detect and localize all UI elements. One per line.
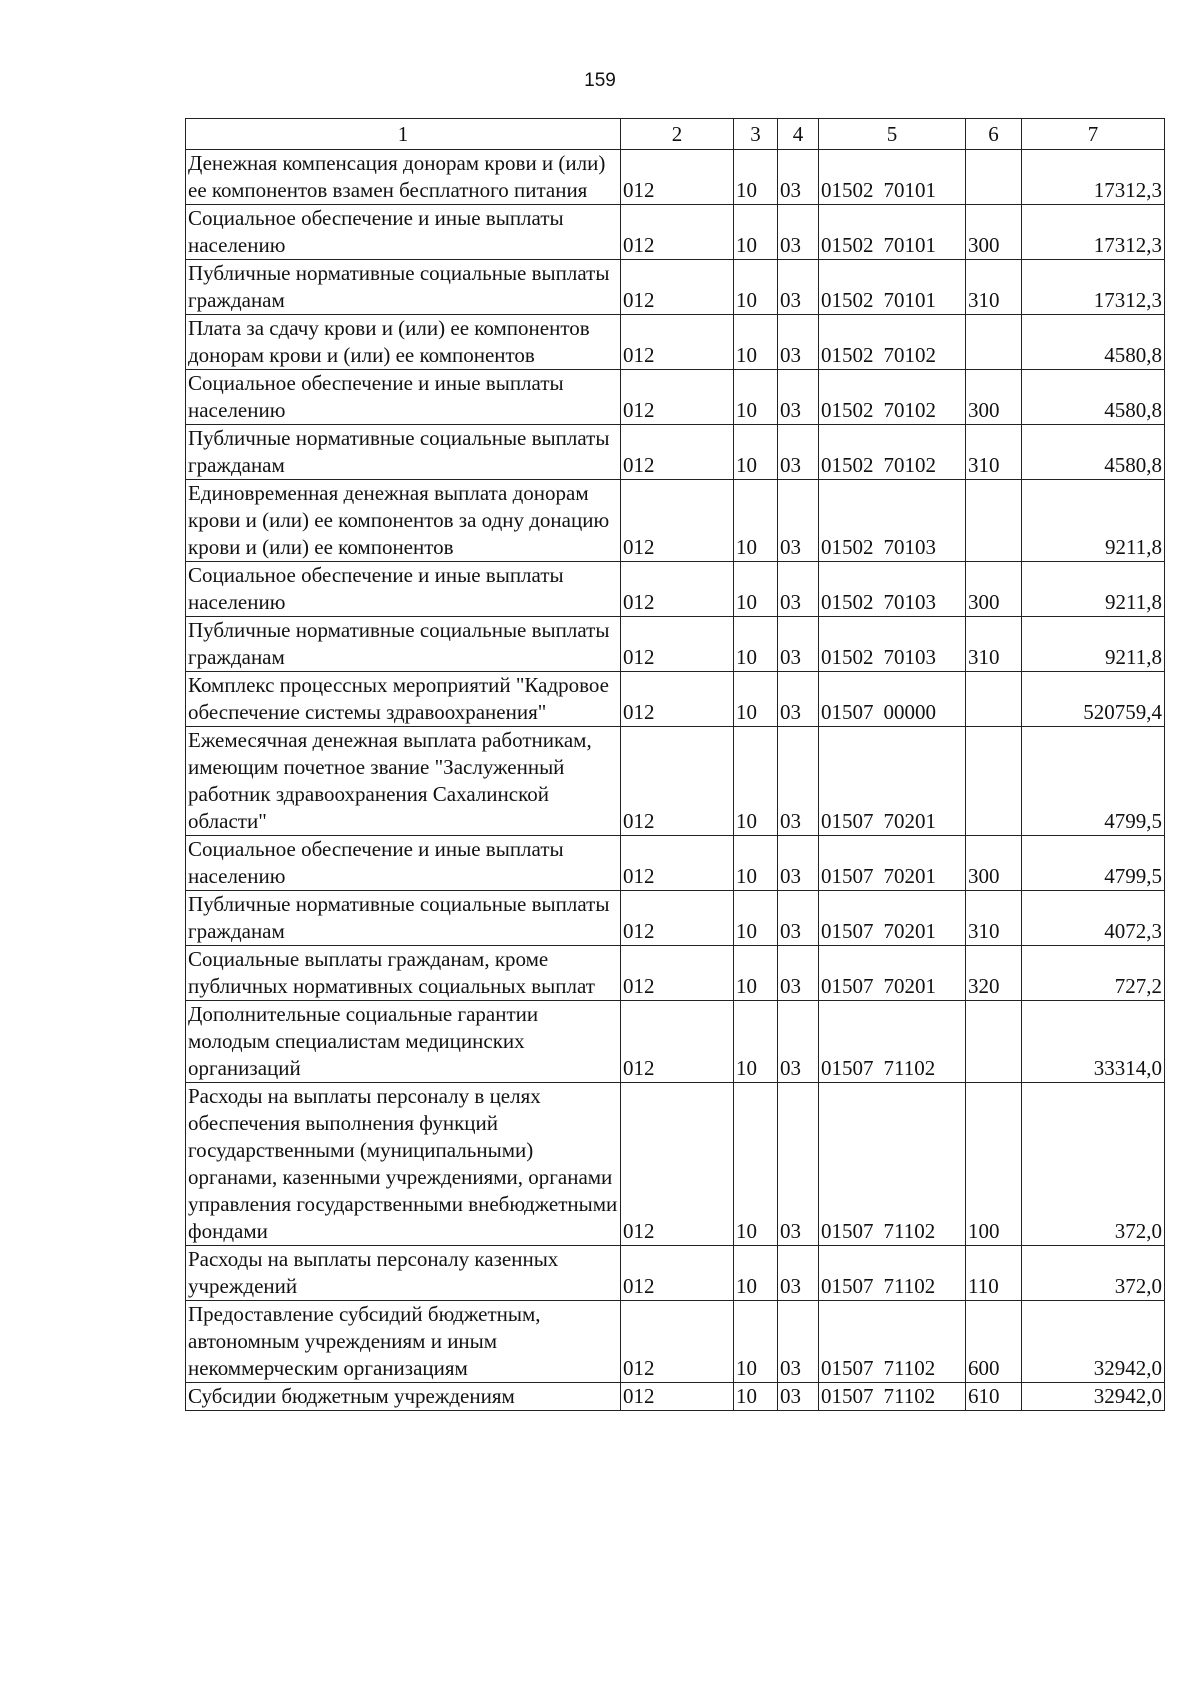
target-article-code: [819, 891, 966, 946]
expense-type-code: 600: [966, 1301, 1022, 1383]
amount: 520759,4: [1022, 672, 1165, 727]
column-header: 5: [819, 119, 966, 150]
program-code: 01502: [821, 178, 874, 202]
amount: 372,0: [1022, 1246, 1165, 1301]
ministry-code: 012: [621, 891, 734, 946]
subsection-code: 03: [778, 562, 819, 617]
section-code: 10: [734, 1301, 778, 1383]
section-code: 10: [734, 727, 778, 836]
subsection-code: 03: [778, 480, 819, 562]
program-code: 01502: [821, 535, 874, 559]
target-article-code: [819, 562, 966, 617]
table-row: [186, 1246, 1165, 1301]
table-row: [186, 1083, 1165, 1246]
expense-type-code: 300: [966, 836, 1022, 891]
subsection-code: 03: [778, 315, 819, 370]
column-header: 7: [1022, 119, 1165, 150]
direction-code: 70102: [883, 453, 936, 477]
section-code: 10: [734, 672, 778, 727]
target-article-code: [819, 1083, 966, 1246]
table-row: [186, 150, 1165, 205]
table-row: [186, 205, 1165, 260]
ministry-code: 012: [621, 562, 734, 617]
target-article-code: [819, 480, 966, 562]
direction-code: 70201: [883, 809, 936, 833]
section-code: 10: [734, 370, 778, 425]
direction-code: 70201: [883, 974, 936, 998]
direction-code: 70103: [883, 535, 936, 559]
expense-type-code: 300: [966, 562, 1022, 617]
column-header: 6: [966, 119, 1022, 150]
direction-code: 70102: [883, 343, 936, 367]
amount: 17312,3: [1022, 205, 1165, 260]
column-header: 3: [734, 119, 778, 150]
expense-name: Расходы на выплаты персоналу в целях обеспечения выполнения функций государственными (муниципальными) органами, казенными учреждениями, органами управления государственными внебюджетными фондами: [186, 1083, 621, 1246]
table-row: [186, 480, 1165, 562]
ministry-code: 012: [621, 480, 734, 562]
direction-code: 71102: [883, 1219, 936, 1243]
amount: 4072,3: [1022, 891, 1165, 946]
section-code: 10: [734, 946, 778, 1001]
direction-code: 70102: [883, 398, 936, 422]
expense-type-code: [966, 150, 1022, 205]
table-row: [186, 1301, 1165, 1383]
expense-name: Предоставление субсидий бюджетным, автономным учреждениям и иным некоммерческим организациям: [186, 1301, 621, 1383]
target-article-code: [819, 946, 966, 1001]
ministry-code: 012: [621, 150, 734, 205]
expense-name: Публичные нормативные социальные выплаты гражданам: [186, 260, 621, 315]
ministry-code: 012: [621, 672, 734, 727]
subsection-code: 03: [778, 672, 819, 727]
section-code: 10: [734, 150, 778, 205]
subsection-code: 03: [778, 727, 819, 836]
column-number-row: [186, 119, 1165, 150]
section-code: 10: [734, 260, 778, 315]
direction-code: 71102: [883, 1356, 936, 1380]
subsection-code: 03: [778, 1383, 819, 1411]
direction-code: 71102: [883, 1274, 936, 1298]
table-row: [186, 1383, 1165, 1411]
target-article-code: [819, 425, 966, 480]
section-code: 10: [734, 315, 778, 370]
expense-type-code: 310: [966, 891, 1022, 946]
expense-name: Социальные выплаты гражданам, кроме публичных нормативных социальных выплат: [186, 946, 621, 1001]
expense-name: Дополнительные социальные гарантии молодым специалистам медицинских организаций: [186, 1001, 621, 1083]
program-code: 01502: [821, 453, 874, 477]
amount: 17312,3: [1022, 260, 1165, 315]
direction-code: 70101: [883, 233, 936, 257]
expense-name: Расходы на выплаты персоналу казенных учреждений: [186, 1246, 621, 1301]
expense-name: Публичные нормативные социальные выплаты гражданам: [186, 617, 621, 672]
expense-type-code: 310: [966, 260, 1022, 315]
subsection-code: 03: [778, 205, 819, 260]
expense-name: Комплекс процессных мероприятий "Кадровое обеспечение системы здравоохранения": [186, 672, 621, 727]
expense-type-code: 310: [966, 425, 1022, 480]
section-code: 10: [734, 562, 778, 617]
expense-type-code: 300: [966, 205, 1022, 260]
program-code: 01507: [821, 1056, 874, 1080]
program-code: 01507: [821, 974, 874, 998]
expense-type-code: [966, 480, 1022, 562]
ministry-code: 012: [621, 1383, 734, 1411]
amount: 4580,8: [1022, 315, 1165, 370]
target-article-code: [819, 1383, 966, 1411]
section-code: 10: [734, 425, 778, 480]
program-code: 01507: [821, 1219, 874, 1243]
ministry-code: 012: [621, 260, 734, 315]
program-code: 01502: [821, 343, 874, 367]
program-code: 01502: [821, 645, 874, 669]
column-header: 4: [778, 119, 819, 150]
ministry-code: 012: [621, 1001, 734, 1083]
amount: 9211,8: [1022, 617, 1165, 672]
column-header: 2: [621, 119, 734, 150]
target-article-code: [819, 150, 966, 205]
target-article-code: [819, 1001, 966, 1083]
expense-name: Ежемесячная денежная выплата работникам, имеющим почетное звание "Заслуженный работник здравоохранения Сахалинской области": [186, 727, 621, 836]
direction-code: 70101: [883, 288, 936, 312]
expense-name: Публичные нормативные социальные выплаты гражданам: [186, 425, 621, 480]
target-article-code: [819, 836, 966, 891]
section-code: 10: [734, 891, 778, 946]
section-code: 10: [734, 1001, 778, 1083]
expense-type-code: [966, 1001, 1022, 1083]
table-row: [186, 260, 1165, 315]
amount: 727,2: [1022, 946, 1165, 1001]
subsection-code: 03: [778, 150, 819, 205]
subsection-code: 03: [778, 946, 819, 1001]
ministry-code: 012: [621, 370, 734, 425]
program-code: 01507: [821, 809, 874, 833]
expense-name: Социальное обеспечение и иные выплаты населению: [186, 562, 621, 617]
direction-code: 00000: [883, 700, 936, 724]
subsection-code: 03: [778, 370, 819, 425]
subsection-code: 03: [778, 1301, 819, 1383]
program-code: 01502: [821, 233, 874, 257]
target-article-code: [819, 1246, 966, 1301]
program-code: 01507: [821, 1274, 874, 1298]
amount: 4799,5: [1022, 727, 1165, 836]
direction-code: 71102: [883, 1384, 936, 1408]
table-row: [186, 617, 1165, 672]
section-code: 10: [734, 1383, 778, 1411]
expense-name: Социальное обеспечение и иные выплаты населению: [186, 836, 621, 891]
target-article-code: [819, 672, 966, 727]
section-code: 10: [734, 480, 778, 562]
section-code: 10: [734, 1083, 778, 1246]
expense-name: Публичные нормативные социальные выплаты гражданам: [186, 891, 621, 946]
ministry-code: 012: [621, 1301, 734, 1383]
section-code: 10: [734, 836, 778, 891]
ministry-code: 012: [621, 1083, 734, 1246]
table-row: [186, 425, 1165, 480]
ministry-code: 012: [621, 1246, 734, 1301]
target-article-code: [819, 260, 966, 315]
target-article-code: [819, 370, 966, 425]
expense-type-code: 300: [966, 370, 1022, 425]
section-code: 10: [734, 205, 778, 260]
program-code: 01507: [821, 919, 874, 943]
amount: 9211,8: [1022, 480, 1165, 562]
ministry-code: 012: [621, 836, 734, 891]
expense-type-code: 310: [966, 617, 1022, 672]
table-row: [186, 370, 1165, 425]
expense-name: Единовременная денежная выплата донорам крови и (или) ее компонентов за одну донацию крови и (или) ее компонентов: [186, 480, 621, 562]
direction-code: 70101: [883, 178, 936, 202]
target-article-code: [819, 1301, 966, 1383]
direction-code: 70103: [883, 590, 936, 614]
subsection-code: 03: [778, 1083, 819, 1246]
subsection-code: 03: [778, 260, 819, 315]
ministry-code: 012: [621, 727, 734, 836]
table-row: [186, 672, 1165, 727]
ministry-code: 012: [621, 315, 734, 370]
expense-name: Плата за сдачу крови и (или) ее компонентов донорам крови и (или) ее компонентов: [186, 315, 621, 370]
subsection-code: 03: [778, 836, 819, 891]
expense-type-code: 320: [966, 946, 1022, 1001]
table-row: [186, 1001, 1165, 1083]
expense-name: Социальное обеспечение и иные выплаты населению: [186, 205, 621, 260]
subsection-code: 03: [778, 1001, 819, 1083]
amount: 4580,8: [1022, 425, 1165, 480]
table-row: [186, 836, 1165, 891]
expense-name: Субсидии бюджетным учреждениям: [186, 1383, 621, 1411]
subsection-code: 03: [778, 891, 819, 946]
expense-type-code: 100: [966, 1083, 1022, 1246]
subsection-code: 03: [778, 1246, 819, 1301]
target-article-code: [819, 617, 966, 672]
amount: 9211,8: [1022, 562, 1165, 617]
expense-type-code: [966, 672, 1022, 727]
program-code: 01507: [821, 1356, 874, 1380]
amount: 372,0: [1022, 1083, 1165, 1246]
direction-code: 70103: [883, 645, 936, 669]
target-article-code: [819, 205, 966, 260]
ministry-code: 012: [621, 617, 734, 672]
expense-type-code: 110: [966, 1246, 1022, 1301]
budget-table: [185, 118, 1165, 1411]
column-header: 1: [186, 119, 621, 150]
expense-name: Денежная компенсация донорам крови и (или) ее компонентов взамен бесплатного питания: [186, 150, 621, 205]
expense-name: Социальное обеспечение и иные выплаты населению: [186, 370, 621, 425]
expense-type-code: [966, 727, 1022, 836]
program-code: 01502: [821, 288, 874, 312]
amount: 32942,0: [1022, 1383, 1165, 1411]
table-body: [186, 150, 1165, 1411]
table-row: [186, 562, 1165, 617]
table-row: [186, 727, 1165, 836]
expense-type-code: 610: [966, 1383, 1022, 1411]
program-code: 01507: [821, 700, 874, 724]
subsection-code: 03: [778, 425, 819, 480]
subsection-code: 03: [778, 617, 819, 672]
ministry-code: 012: [621, 425, 734, 480]
table-row: [186, 315, 1165, 370]
program-code: 01507: [821, 864, 874, 888]
amount: 4580,8: [1022, 370, 1165, 425]
amount: 33314,0: [1022, 1001, 1165, 1083]
direction-code: 71102: [883, 1056, 936, 1080]
program-code: 01502: [821, 398, 874, 422]
section-code: 10: [734, 1246, 778, 1301]
table-row: [186, 946, 1165, 1001]
section-code: 10: [734, 617, 778, 672]
amount: 32942,0: [1022, 1301, 1165, 1383]
target-article-code: [819, 315, 966, 370]
ministry-code: 012: [621, 946, 734, 1001]
program-code: 01507: [821, 1384, 874, 1408]
direction-code: 70201: [883, 864, 936, 888]
program-code: 01502: [821, 590, 874, 614]
page-number: 159: [584, 70, 616, 91]
target-article-code: [819, 727, 966, 836]
direction-code: 70201: [883, 919, 936, 943]
table-row: [186, 891, 1165, 946]
amount: 17312,3: [1022, 150, 1165, 205]
expense-type-code: [966, 315, 1022, 370]
ministry-code: 012: [621, 205, 734, 260]
amount: 4799,5: [1022, 836, 1165, 891]
